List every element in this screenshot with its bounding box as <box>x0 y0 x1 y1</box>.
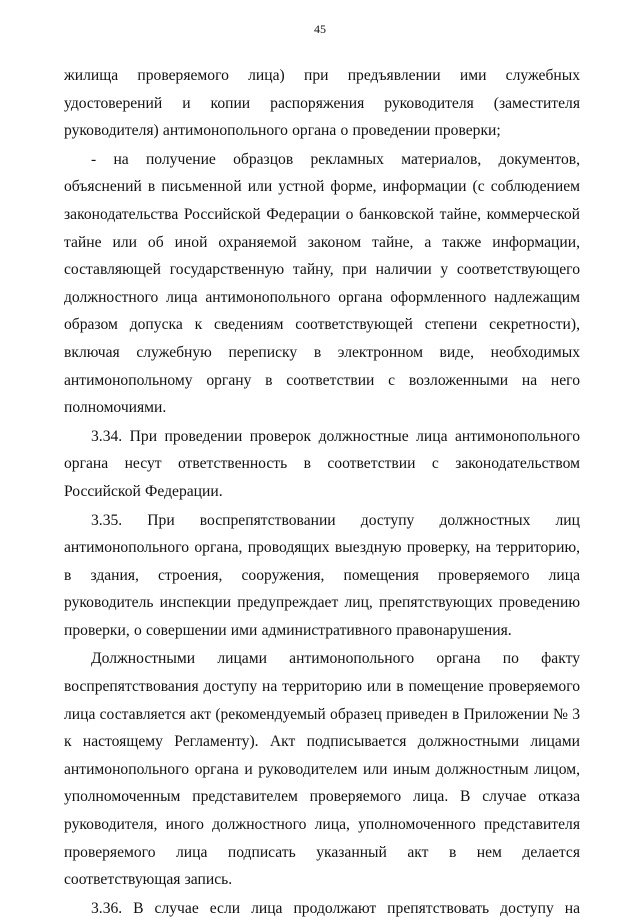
paragraph-continuation: жилища проверяемого лица) при предъявлении ими служебных удостоверений и копии распоряжения руководителя (заместителя руководителя) антимонопольного органа о проведении проверки; <box>64 67 580 140</box>
paragraph-list-item: - на получение образцов рекламных материалов, документов, объяснений в письменной или устной форме, информации (с соблюдением законодательства Российской Федерации о банковской тайне, коммерческой тайне или об иной охраняемой законом тайне, а также информации, составляющей государственную тайну, при наличии у соответствующего должностного лица антимонопольного органа оформленного надлежащим образом допуска к сведениям соответствующей степени секретности), включая служебную переписку в электронном виде, необходимых антимонопольному органу в соответствии с возложенными на него полномочиями. <box>64 150 580 417</box>
paragraph-act: Должностными лицами антимонопольного органа по факту воспрепятствования доступу на территорию или в помещение проверяемого лица составляется акт (рекомендуемый образец приведен в Приложении № 3 к настоящему Регламенту). Акт подписывается должностными лицами антимонопольного органа и руководителем или иным должностным лицом, уполномоченным представителем проверяемого лица. В случае отказа руководителя, иного должностного лица, уполномоченного представителя проверяемого лица подписать указанный акт в нем делается соответствующая запись. <box>64 650 580 889</box>
paragraph-3-35: 3.35. При воспрепятствовании доступу должностных лиц антимонопольного органа, проводящих выездную проверку, на территорию, в здания, строения, сооружения, помещения проверяемого лица руководитель инспекции предупреждает лиц, препятствующих проведению проверки, о совершении ими административного правонарушения. <box>64 511 580 639</box>
page-number: 45 <box>314 22 326 36</box>
paragraph-3-36: 3.36. В случае если лица продолжают препятствовать доступу на <box>91 899 580 917</box>
document-body <box>64 62 580 922</box>
paragraph-3-34: 3.34. При проведении проверок должностные лица антимонопольного органа несут ответственность в соответствии с законодательством Российской Федерации. <box>64 427 580 500</box>
